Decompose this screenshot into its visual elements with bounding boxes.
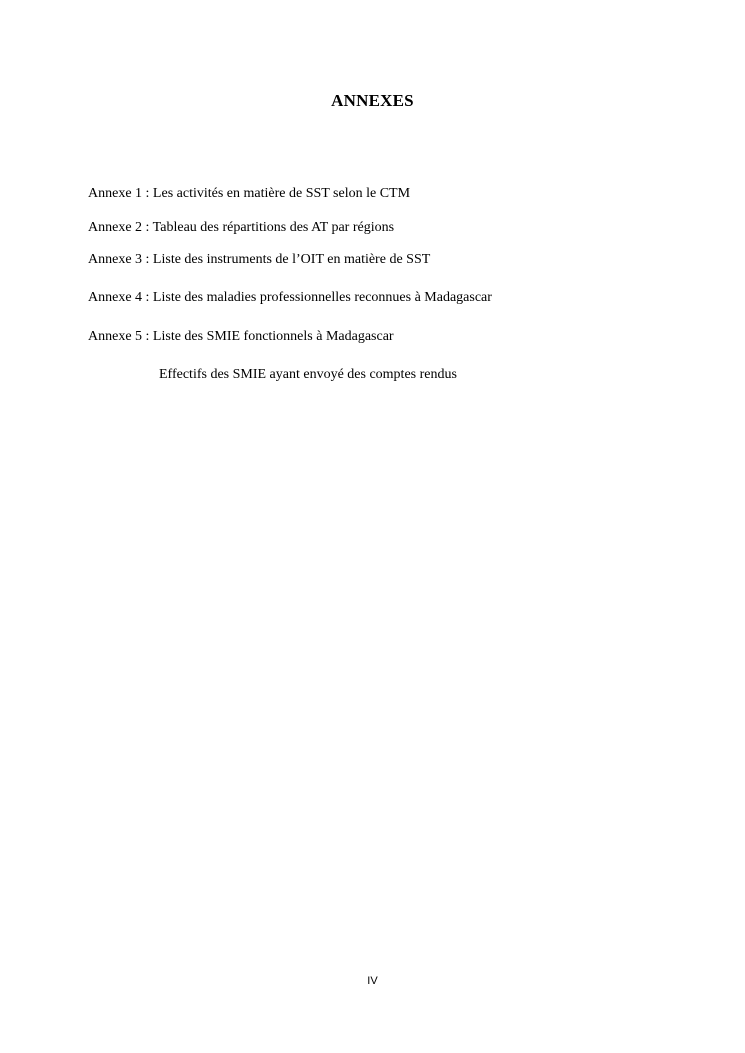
page-title: ANNEXES <box>331 91 414 110</box>
annex-3-entry: Annexe 3 : Liste des instruments de l’OIT en matière de SST <box>88 252 431 267</box>
annex-4-entry: Annexe 4 : Liste des maladies professionnelles reconnues à Madagascar <box>88 290 492 305</box>
annex-2-entry: Annexe 2 : Tableau des répartitions des AT par régions <box>88 220 395 235</box>
annex-5-entry: Annexe 5 : Liste des SMIE fonctionnels à Madagascar <box>88 329 394 344</box>
annex-5-continuation: Effectifs des SMIE ayant envoyé des comptes rendus <box>159 367 457 382</box>
annex-1-entry: Annexe 1 : Les activités en matière de SST selon le CTM <box>88 186 411 201</box>
page-number: IV <box>367 975 378 987</box>
